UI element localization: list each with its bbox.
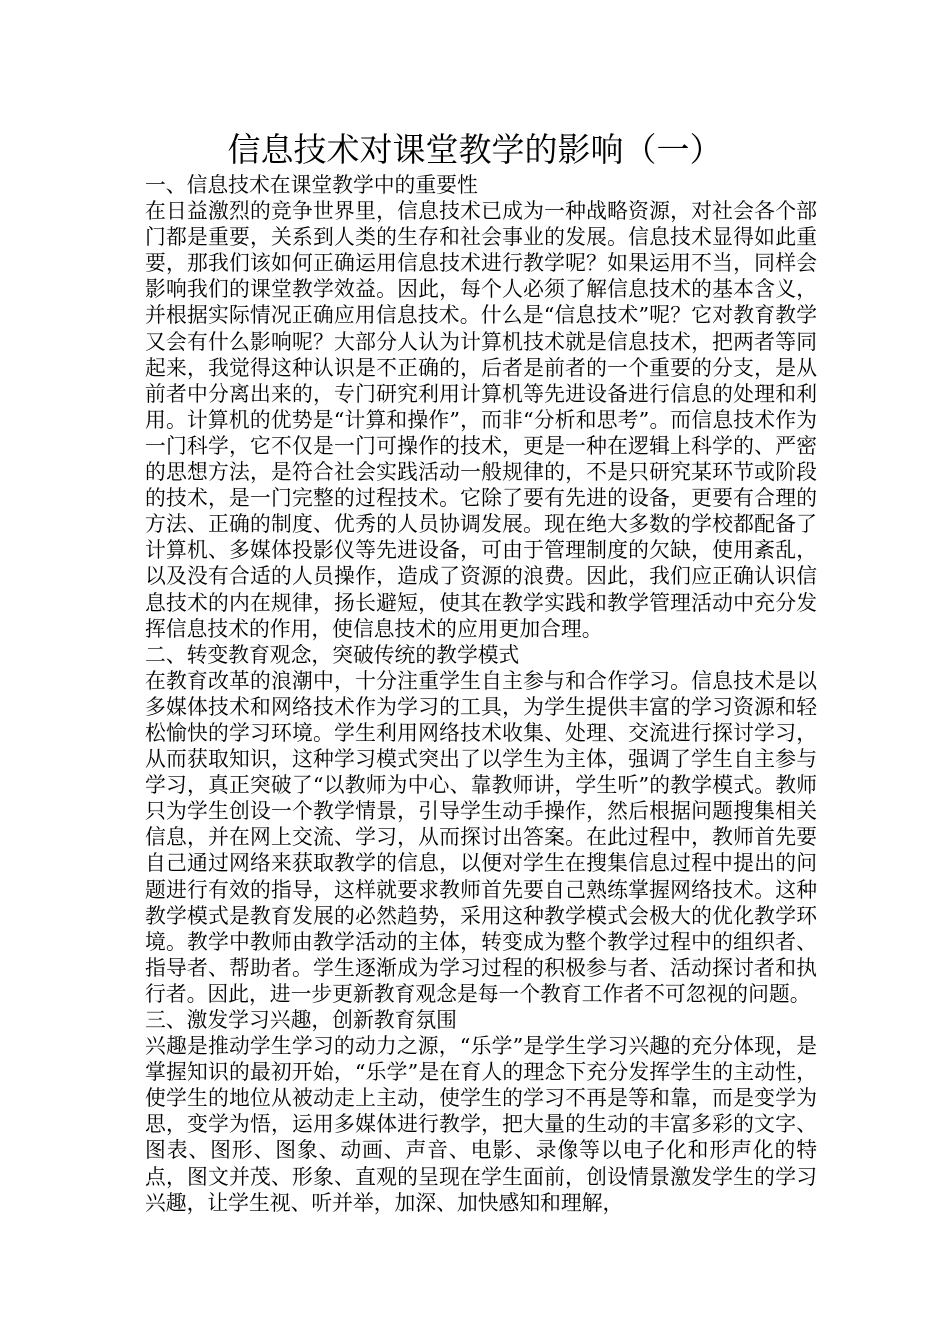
section-heading-3: 三、激发学习兴趣，创新教育氛围 bbox=[145, 1008, 457, 1032]
section-heading-1: 一、信息技术在课堂教学中的重要性 bbox=[145, 173, 478, 197]
document-title: 信息技术对课堂教学的影响（一） bbox=[227, 130, 723, 169]
section-paragraph-2: 在教育改革的浪潮中，十分注重学生自主参与和合作学习。信息技术是以多媒体技术和网络技术作为学习的工具，为学生提供丰富的学习资源和轻松愉快的学习环境。学生利用网络技术收集、处理、交流进行探讨学习，从而获取知识，这种学习模式突出了以学生为主体，强调了学生自主参与学习，真正突破了“以教师为中心、靠教师讲，学生听”的教学模式。教师只为学生创设一个教学情景，引导学生动手操作，然后根据问题搜集相关信息，并在网上交流、学习，从而探讨出答案。在此过程中，教师首先要自己通过网络来获取教学的信息，以便对学生在搜集信息过程中提出的问题进行有效的指导，这样就要求教师首先要自己熟练掌握网络技术。这种教学模式是教育发展的必然趋势，采用这种教学模式会极大的优化教学环境。教学中教师由教学活动的主体，转变成为整个教学过程中的组织者、指导者、帮助者。学生逐渐成为学习过程的积极参与者、活动探讨者和执行者。因此，进一步更新教育观念是每一个教育工作者不可忽视的问题。 bbox=[145, 668, 817, 1006]
section-heading-2: 二、转变教育观念，突破传统的教学模式 bbox=[145, 642, 520, 667]
section-paragraph-1: 在日益激烈的竞争世界里，信息技术已成为一种战略资源，对社会各个部门都是重要，关系到人类的生存和社会事业的发展。信息技术显得如此重要，那我们该如何正确运用信息技术进行教学呢？如果运用不当，同样会影响我们的课堂教学效益。因此，每个人必须了解信息技术的基本含义，并根据实际情况正确应用信息技术。什么是“信息技术”呢？它对教育教学又会有什么影响呢？大部分人认为计算机技术就是信息技术，把两者等同起来，我觉得这种认识是不正确的，后者是前者的一个重要的分支，是从前者中分离出来的，专门研究利用计算机等先进设备进行信息的处理和利用。计算机的优势是“计算和操作”，而非“分析和思考”。而信息技术作为一门科学，它不仅是一门可操作的技术，更是一种在逻辑上科学的、严密的思想方法，是符合社会实践活动一般规律的，不是只研究某环节或阶段的技术，是一门完整的过程技术。它除了要有先进的设备，更要有合理的方法、正确的制度、优秀的人员协调发展。现在绝大多数的学校都配备了计算机、多媒体投影仪等先进设备，可由于管理制度的欠缺，使用紊乱，以及没有合适的人员操作，造成了资源的浪费。因此，我们应正确认识信息技术的内在规律，扬长避短，使其在教学实践和教学管理活动中充分发挥信息技术的作用，使信息技术的应用更加合理。 bbox=[145, 199, 817, 641]
section-paragraph-3: 兴趣是推动学生学习的动力之源，“乐学”是学生学习兴趣的充分体现，是掌握知识的最初开始，“乐学”是在育人的理念下充分发挥学生的主动性，使学生的地位从被动走上主动，使学生的学习不再是等和靠，而是变学为思，变学为悟，运用多媒体进行教学，把大量的生动的丰富多彩的文字、图表、图形、图象、动画、声音、电影、录像等以电子化和形声化的特点，图文并茂、形象、直观的呈现在学生面前，创设情景激发学生的学习兴趣，让学生视、听并举，加深、加快感知和理解， bbox=[145, 1034, 817, 1215]
document-body bbox=[145, 172, 817, 1216]
